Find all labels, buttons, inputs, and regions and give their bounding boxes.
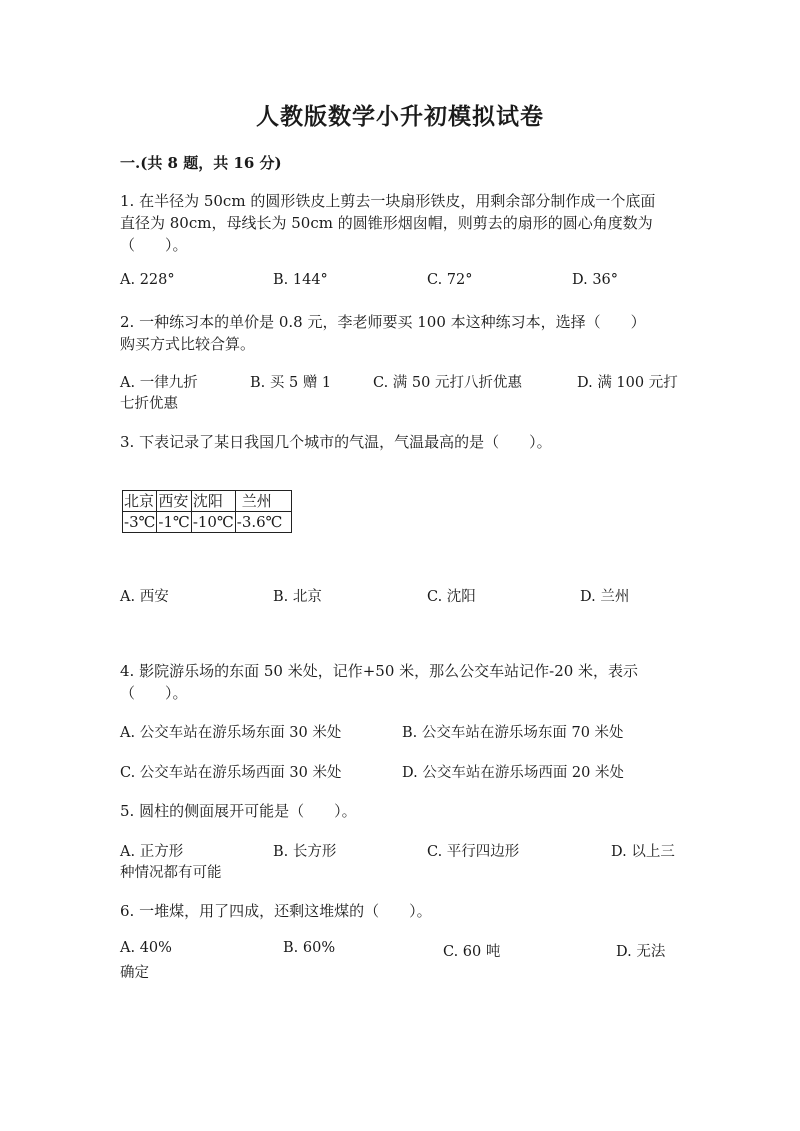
question-5-option-c: C. 平行四边形 (427, 844, 520, 860)
question-3-option-d: D. 兰州 (580, 589, 630, 605)
question-5-option-a: A. 正方形 (120, 844, 184, 860)
question-2-line-2: 购买方式比较合算。 (120, 335, 256, 353)
question-1-option-c: C. 72° (427, 272, 473, 288)
question-5-line-1: 5. 圆柱的侧面展开可能是（ ）。 (120, 802, 357, 820)
table-header-cell: 兰州 (235, 491, 291, 512)
question-3-option-c: C. 沈阳 (427, 589, 476, 605)
table-cell: -3℃ (124, 513, 156, 531)
table-header-cell: 沈阳 (191, 491, 235, 512)
question-1-line-3: （ ）。 (120, 236, 188, 254)
question-4-option-b: B. 公交车站在游乐场东面 70 米处 (402, 725, 624, 741)
question-2-option-b: B. 买 5 赠 1 (250, 375, 332, 391)
table-header-cell: 北京 (123, 491, 157, 512)
question-3-option-b: B. 北京 (273, 589, 322, 605)
question-2-option-a: A. 一律九折 (120, 375, 198, 391)
question-4-option-d: D. 公交车站在游乐场西面 20 米处 (402, 765, 624, 781)
table-cell: -3.6℃ (235, 512, 291, 533)
table-header-cell: 西安 (157, 491, 191, 512)
question-1-option-a: A. 228° (120, 272, 175, 288)
question-2-option-d-continued: 七折优惠 (120, 396, 178, 412)
question-6-line-1: 6. 一堆煤，用了四成，还剩这堆煤的（ ）。 (120, 902, 432, 920)
question-6-option-c: C. 60 吨 (443, 944, 501, 960)
question-6-option-d-continued: 确定 (120, 965, 149, 981)
question-6-option-d: D. 无法 (616, 944, 666, 960)
temperature-table (122, 490, 292, 533)
question-4-option-c: C. 公交车站在游乐场西面 30 米处 (120, 765, 342, 781)
question-4-option-a: A. 公交车站在游乐场东面 30 米处 (120, 725, 342, 741)
table-cell: -1℃ (158, 513, 190, 531)
question-1-option-d: D. 36° (572, 272, 619, 288)
question-2-option-c: C. 满 50 元打八折优惠 (373, 375, 522, 391)
question-6-option-b: B. 60% (283, 940, 336, 956)
question-5-option-b: B. 长方形 (273, 844, 337, 860)
question-1-line-2: 直径为 80cm，母线长为 50cm 的圆锥形烟囱帽，则剪去的扇形的圆心角度数为 (120, 214, 653, 232)
question-4-line-2: （ ）。 (120, 684, 188, 702)
page-title: 人教版数学小升初模拟试卷 (256, 103, 544, 130)
question-5-option-d-continued: 种情况都有可能 (120, 865, 222, 881)
question-4-line-1: 4. 影院游乐场的东面 50 米处，记作+50 米，那么公交车站记作-20 米，表示 (120, 662, 639, 680)
temperature-table-header-row (123, 491, 292, 512)
question-3-line-1: 3. 下表记录了某日我国几个城市的气温，气温最高的是（ ）。 (120, 433, 552, 451)
question-6-option-a: A. 40% (120, 940, 172, 956)
table-cell: -10℃ (192, 513, 234, 531)
question-2-option-d: D. 满 100 元打 (577, 375, 678, 391)
question-1-line-1: 1. 在半径为 50cm 的圆形铁皮上剪去一块扇形铁皮，用剩余部分制作成一个底面 (120, 192, 656, 210)
temperature-table-value-row (123, 512, 292, 533)
question-2-line-1: 2. 一种练习本的单价是 0.8 元，李老师要买 100 本这种练习本，选择（ ） (120, 313, 646, 331)
question-5-option-d: D. 以上三 (611, 844, 675, 860)
question-1-option-b: B. 144° (273, 272, 328, 288)
question-3-option-a: A. 西安 (120, 589, 169, 605)
section-heading: 一.(共 8 题，共 16 分) (120, 154, 282, 172)
